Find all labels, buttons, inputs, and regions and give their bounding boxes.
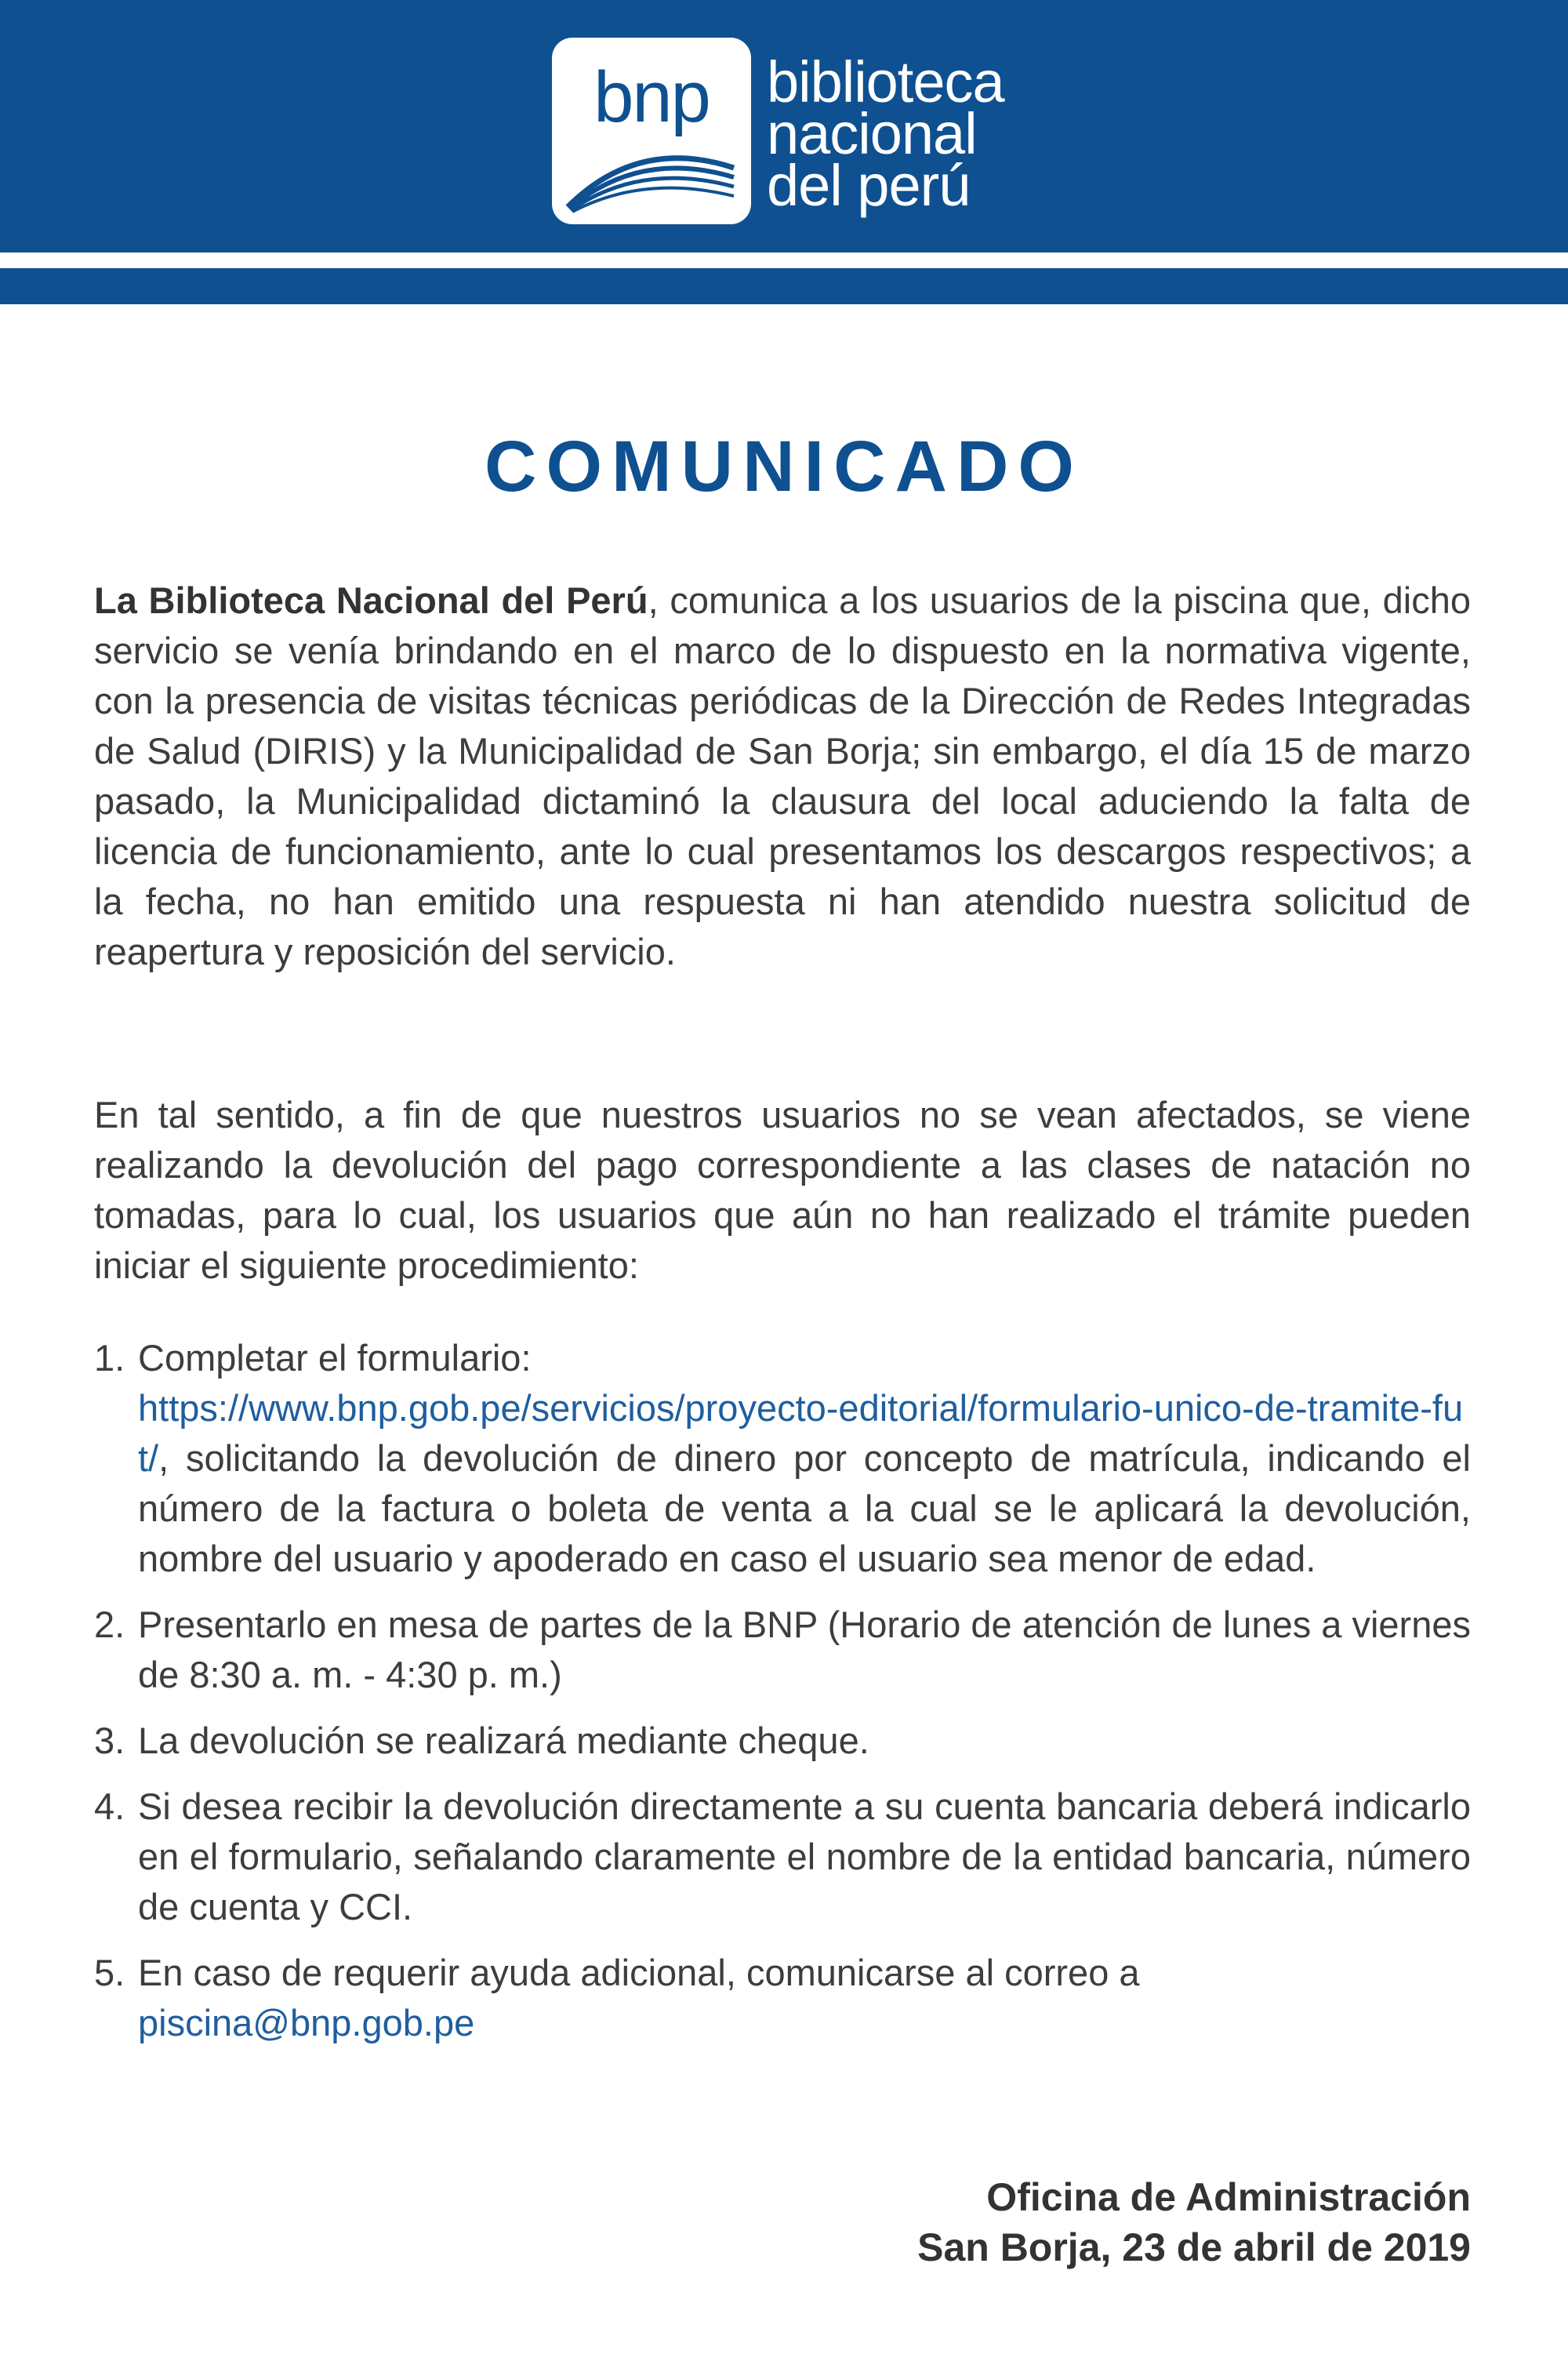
header-banner — [0, 0, 1568, 252]
step-text: Presentarlo en mesa de partes de la BNP (Horario de atención de lunes a viernes de 8:30 a. m. - 4:30 p. m.) — [138, 1604, 1471, 1695]
header-divider — [0, 268, 1568, 304]
logo-wordmark — [767, 49, 1004, 218]
form-link[interactable]: https://www.bnp.gob.pe/servicios/proyecto-editorial/formulario-unico-de-tramite-fut/ — [138, 1387, 1464, 1479]
book-swoosh-icon — [552, 132, 751, 218]
place-date: San Borja, 23 de abril de 2019 — [917, 2225, 1471, 2269]
logo-abbreviation: bnp — [593, 57, 710, 137]
step-number: 3. — [94, 1720, 125, 1761]
logo-name-line: del perú — [767, 153, 971, 218]
step-item — [94, 1716, 1471, 1766]
intro-text: , comunica a los usuarios de la piscina que, dicho servicio se venía brindando en el marco de lo dispuesto en la normativa vigente, con la presencia de visitas técnicas periódicas de la Dirección de Redes Integradas de Salud (DIRIS) y la Municipalidad de San Borja; sin embargo, el día 15 de marzo pasado, la Municipalidad dictaminó la clausura del local aduciendo la falta de licencia de funcionamiento, ante lo cual presentamos los descargos respectivos; a la fecha, no han emitido una respuesta ni han atendido nuestra solicitud de reapertura y reposición del servicio. — [94, 579, 1471, 972]
step-lead: Completar el formulario: — [138, 1337, 532, 1379]
step-item — [94, 1333, 1471, 1584]
intro-paragraph — [94, 576, 1471, 977]
email-link[interactable]: piscina@bnp.gob.pe — [138, 2002, 475, 2043]
institution-name: La Biblioteca Nacional del Perú — [94, 579, 648, 621]
step-text: Si desea recibir la devolución directamente a su cuenta bancaria deberá indicarlo en el formulario, señalando claramente el nombre de la entidad bancaria, número de cuenta y CCI. — [138, 1785, 1471, 1927]
step-number: 1. — [94, 1337, 125, 1379]
step-text: En caso de requerir ayuda adicional, comunicarse al correo a — [138, 1952, 1140, 1993]
step-text: , solicitando la devolución de dinero por concepto de matrícula, indicando el número de la factura o boleta de venta a la cual se le aplicará la devolución, nombre del usuario y apoderado en caso el usuario sea menor de edad. — [138, 1437, 1471, 1579]
step-item — [94, 1600, 1471, 1700]
step-text: La devolución se realizará mediante cheque. — [138, 1720, 869, 1761]
procedure-steps — [94, 1333, 1471, 2064]
logo-name-line: biblioteca — [767, 49, 1004, 114]
procedure-paragraph: En tal sentido, a fin de que nuestros usuarios no se vean afectados, se viene realizando la devolución del pago correspondiente a las clases de natación no tomadas, para lo cual, los usuarios que aún no han realizado el trámite pueden iniciar el siguiente procedimiento: — [94, 1094, 1471, 1286]
page-title: COMUNICADO — [485, 427, 1083, 507]
signature-block — [917, 2172, 1471, 2272]
step-item — [94, 1948, 1471, 2048]
step-item — [94, 1782, 1471, 1932]
bnp-logo — [552, 38, 751, 224]
logo-name-line: nacional — [767, 101, 977, 166]
issuing-office: Oficina de Administración — [986, 2175, 1471, 2219]
step-number: 4. — [94, 1785, 125, 1827]
step-number: 2. — [94, 1604, 125, 1645]
step-number: 5. — [94, 1952, 125, 1993]
